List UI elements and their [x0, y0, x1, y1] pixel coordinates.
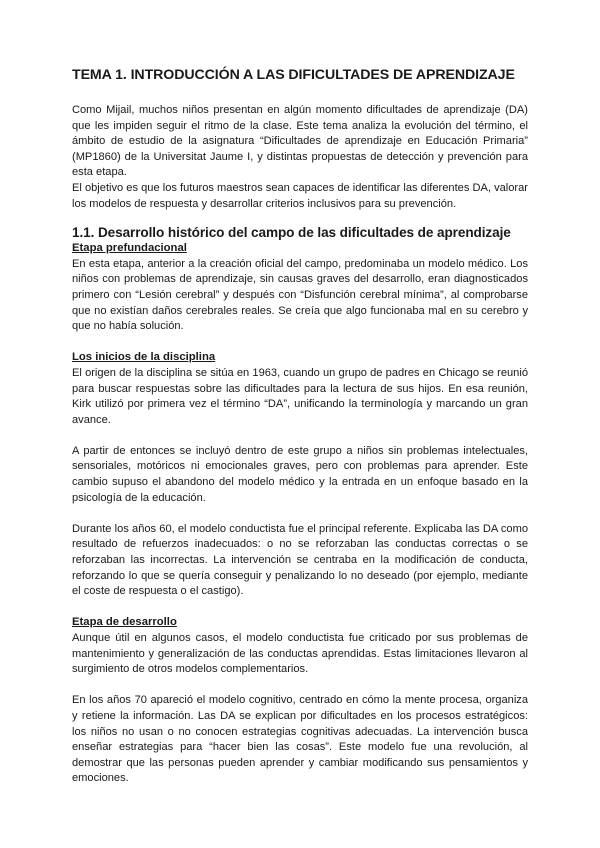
desarrollo-paragraph-1: Aunque útil en algunos casos, el modelo conductista fue criticado por sus problemas de mantenimiento y generalización de las conductas aprendidas. Estas limitaciones llevaron al surgimiento de otros modelos complementarios. [72, 632, 528, 676]
section-heading: 1.1. Desarrollo histórico del campo de las dificultades de aprendizaje [72, 225, 511, 241]
document-title: TEMA 1. INTRODUCCIÓN A LAS DIFICULTADES DE APRENDIZAJE [72, 67, 515, 83]
desarrollo-paragraph-2: En los años 70 apareció el modelo cognitivo, centrado en cómo la mente procesa, organiza y retiene la información. Las DA se explican por dificultades en los procesos estratégicos: los niños no usan o no conocen estrategias cognitivas adecuadas. La intervención busca enseñar estrategias para “hacer bien las cosas”. Este modelo fue una revolución, al demostrar que las personas pueden aprender y cambiar modificando sus pensamientos y emociones. [72, 694, 528, 785]
intro-paragraph-1: Como Mijail, muchos niños presentan en algún momento dificultades de aprendizaje (DA) que les impiden seguir el ritmo de la clase. Este tema analiza la evolución del término, el ámbito de estudio de la asignatura “Dificultades de aprendizaje en Educación Primaria” (MP1860) de la Universitat Jaume I, y distintas propuestas de detección y prevención para esta etapa. [72, 104, 528, 179]
subheading-inicios: Los inicios de la disciplina [72, 351, 216, 364]
inicios-paragraph-1: El origen de la disciplina se sitúa en 1963, cuando un grupo de padres en Chicago se reunió para buscar respuestas sobre las dificultades para la lectura de sus hijos. En esa reunión, Kirk utilizó por primera vez el término “DA”, unificando la terminología y marcando un gran avance. [72, 366, 528, 426]
inicios-paragraph-2: A partir de entonces se incluyó dentro de este grupo a niños sin problemas intelectuales, sensoriales, motóricos ni emocionales graves, pero con problemas para aprender. Este cambio supuso el abandono del modelo médico y la entrada en un enfoque basado en la psicología de la educación. [72, 444, 528, 504]
prefundacional-paragraph-1: En esta etapa, anterior a la creación oficial del campo, predominaba un modelo médico. Los niños con problemas de aprendizaje, sin causas graves del desarrollo, eran diagnosticados primero con “Lesión cerebral” y después con “Disfunción cerebral mínima”, al comprobarse que no existían daños cerebrales reales. Se creía que algo funcionaba mal en su cerebro y que no había solución. [72, 257, 528, 333]
subheading-prefundacional: Etapa prefundacional [72, 242, 187, 255]
subheading-desarrollo: Etapa de desarrollo [72, 616, 177, 629]
document-page [72, 66, 528, 787]
inicios-paragraph-3: Durante los años 60, el modelo conductista fue el principal referente. Explicaba las DA como resultado de refuerzos inadecuados: o no se reforzaban las conductas correctas o se reforzaban las incorrectas. La intervención se centraba en la modificación de conducta, reforzando lo que se quería conseguir y penalizando lo no deseado (por ejemplo, mediante el coste de respuesta o el castigo). [72, 522, 528, 598]
intro-paragraph-2: El objetivo es que los futuros maestros sean capaces de identificar las diferentes DA, valorar los modelos de respuesta y desarrollar criterios inclusivos para su prevención. [72, 181, 528, 210]
